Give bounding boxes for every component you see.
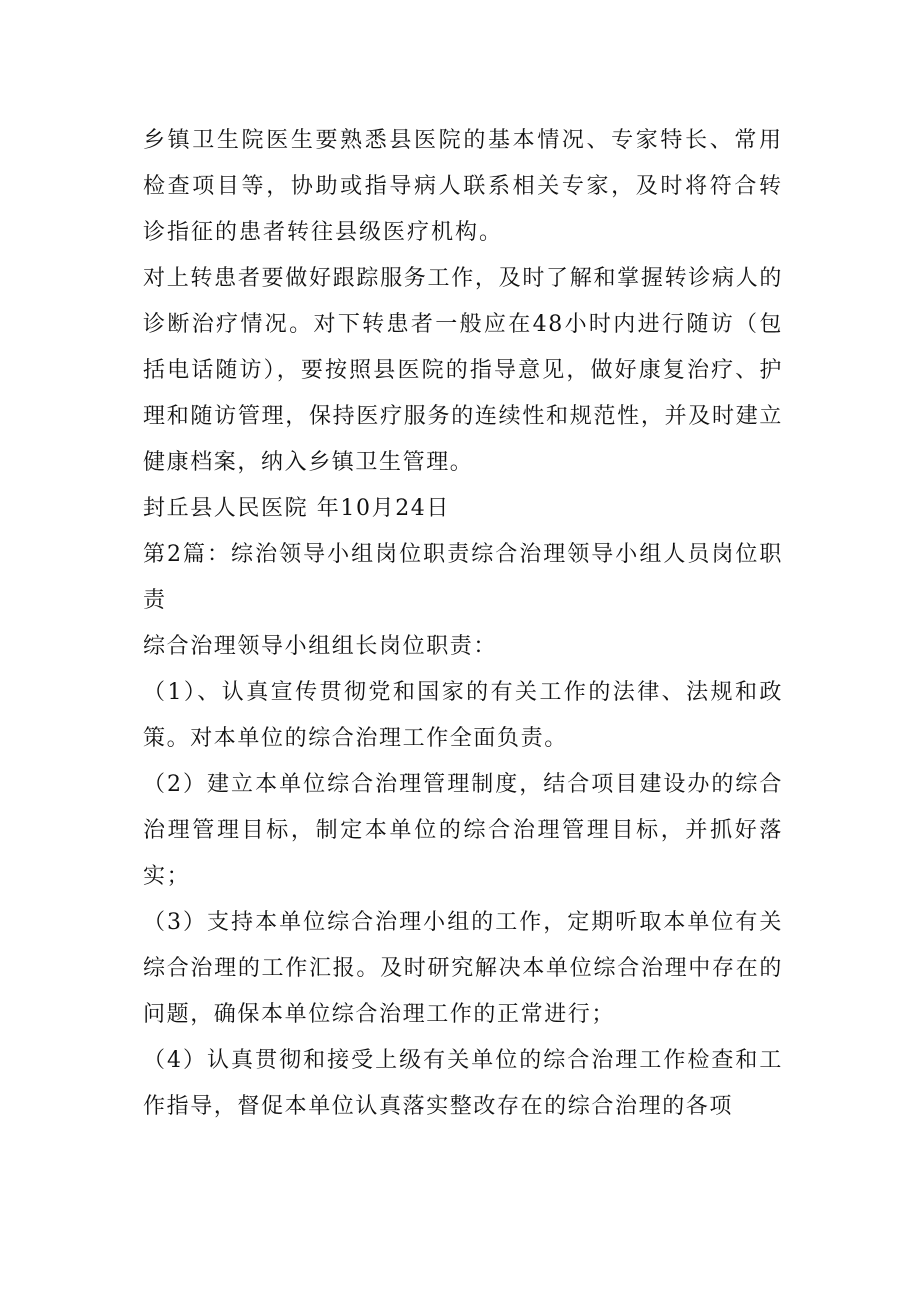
duty-item-1: （1）、认真宣传贯彻党和国家的有关工作的法律、法规和政策。对本单位的综合治理工作全面负责。 (143, 680, 783, 751)
duty-item-4: （4）认真贯彻和接受上级有关单位的综合治理工作检查和工作指导，督促本单位认真落实整改存在的综合治理的各项 (143, 1048, 783, 1119)
duty-item-3: （3）支持本单位综合治理小组的工作，定期听取本单位有关综合治理的工作汇报。及时研究解决本单位综合治理中存在的问题，确保本单位综合治理工作的正常进行； (143, 910, 783, 1027)
duty-item-2: （2）建立本单位综合治理管理制度，结合项目建设办的综合治理管理目标，制定本单位的综合治理管理目标，并抓好落实； (143, 772, 783, 889)
signature-line: 封丘县人民医院 年10月24日 (143, 496, 450, 521)
document-body (143, 118, 783, 1130)
paragraph-referral-guidance: 乡镇卫生院医生要熟悉县医院的基本情况、专家特长、常用检查项目等，协助或指导病人联系相关专家，及时将符合转诊指征的患者转往县级医疗机构。 (143, 128, 783, 245)
subheading-leader-duties: 综合治理领导小组组长岗位职责： (143, 634, 498, 659)
section-heading: 第2篇：综治领导小组岗位职责综合治理领导小组人员岗位职责 (143, 542, 783, 613)
paragraph-follow-up: 对上转患者要做好跟踪服务工作，及时了解和掌握转诊病人的诊断治疗情况。对下转患者一般应在48小时内进行随访（包括电话随访），要按照县医院的指导意见，做好康复治疗、护理和随访管理，保持医疗服务的连续性和规范性，并及时建立健康档案，纳入乡镇卫生管理。 (143, 266, 783, 475)
